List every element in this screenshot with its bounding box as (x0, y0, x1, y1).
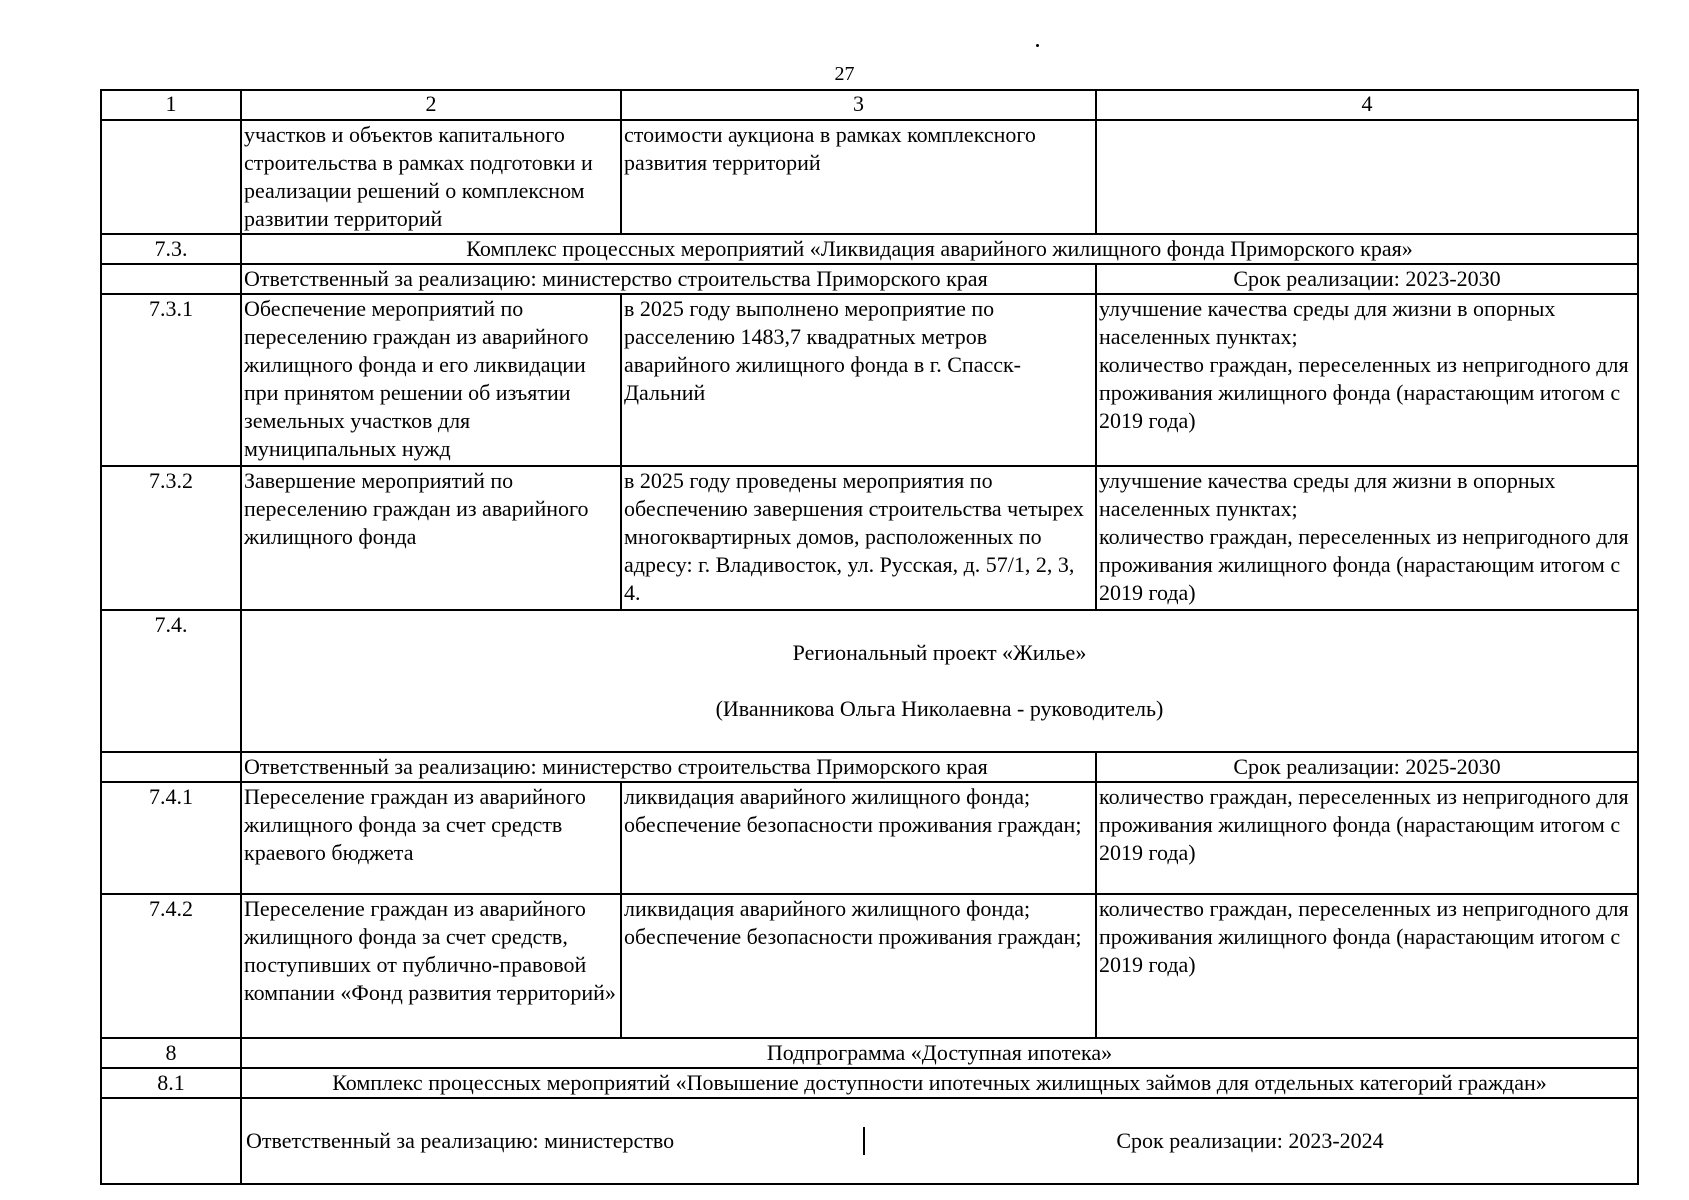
cell-measure: Переселение граждан из аварийного жилищного фонда за счет средств краевого бюджета (241, 782, 621, 894)
table-row (101, 294, 1638, 466)
responsible-text: Ответственный за реализацию: министерство (244, 1127, 865, 1155)
cell-num (101, 752, 241, 782)
section-title-cell (241, 610, 1638, 752)
section-row-8 (101, 1038, 1638, 1068)
section-row-7-3 (101, 234, 1638, 264)
cell-measure: Обеспечение мероприятий по переселению граждан из аварийного жилищного фонда и его ликвидации при принятом решении об изъятии земельных участков для муниципальных нужд (241, 294, 621, 466)
cell-num (101, 264, 241, 294)
program-table (100, 89, 1639, 1185)
cell-result: в 2025 году проведены мероприятия по обеспечению завершения строительства четырех многоквартирных домов, расположенных по адресу: г. Владивосток, ул. Русская, д. 57/1, 2, 3, 4. (621, 466, 1096, 610)
header-col-4: 4 (1096, 90, 1638, 120)
responsible-row-7-3 (101, 264, 1638, 294)
header-col-3: 3 (621, 90, 1096, 120)
responsible-row-8-1 (101, 1098, 1638, 1184)
cell-result: стоимости аукциона в рамках комплексного развития территорий (621, 120, 1096, 234)
section-row-7-4 (101, 610, 1638, 752)
table-row (101, 782, 1638, 894)
term-text: Срок реализации: 2025-2030 (1096, 752, 1638, 782)
header-col-1: 1 (101, 90, 241, 120)
header-row (101, 90, 1638, 120)
cell-indicator: улучшение качества среды для жизни в опорных населенных пунктах; количество граждан, переселенных из непригодного для проживания жилищного фонда (нарастающим итогом с 2019 года) (1096, 466, 1638, 610)
section-number: 7.4. (101, 610, 241, 752)
cell-measure: Завершение мероприятий по переселению граждан из аварийного жилищного фонда (241, 466, 621, 610)
responsible-row-7-4 (101, 752, 1638, 782)
responsible-term-cell (241, 1098, 1638, 1184)
cell-num (101, 120, 241, 234)
section-row-8-1 (101, 1068, 1638, 1098)
row-number: 7.4.2 (101, 894, 241, 1038)
row-number: 7.3.2 (101, 466, 241, 610)
cell-indicator: количество граждан, переселенных из непригодного для проживания жилищного фонда (нарастающим итогом с 2019 года) (1096, 894, 1638, 1038)
cell-indicator: количество граждан, переселенных из непригодного для проживания жилищного фонда (нарастающим итогом с 2019 года) (1096, 782, 1638, 894)
section-title: Подпрограмма «Доступная ипотека» (241, 1038, 1638, 1068)
table-row (101, 120, 1638, 234)
section-title: Комплекс процессных мероприятий «Ликвидация аварийного жилищного фонда Приморского края» (241, 234, 1638, 264)
term-text: Срок реализации: 2023-2030 (1096, 264, 1638, 294)
section-number: 7.3. (101, 234, 241, 264)
term-text: Срок реализации: 2023-2024 (1116, 1128, 1384, 1153)
row-number: 7.3.1 (101, 294, 241, 466)
cell-result: в 2025 году выполнено мероприятие по расселению 1483,7 квадратных метров аварийного жилищного фонда в г. Спасск-Дальний (621, 294, 1096, 466)
header-col-2: 2 (241, 90, 621, 120)
section-title: Региональный проект «Жилье» (792, 640, 1087, 665)
cell-indicator (1096, 120, 1638, 234)
table-row (101, 894, 1638, 1038)
section-number: 8.1 (101, 1068, 241, 1098)
row-number: 7.4.1 (101, 782, 241, 894)
stray-mark (1036, 44, 1039, 47)
cell-measure: Переселение граждан из аварийного жилищного фонда за счет средств, поступивших от публично-правовой компании «Фонд развития территорий» (241, 894, 621, 1038)
section-subtitle: (Иванникова Ольга Николаевна - руководитель) (715, 696, 1164, 721)
cell-num (101, 1098, 241, 1184)
section-title: Комплекс процессных мероприятий «Повышение доступности ипотечных жилищных займов для отдельных категорий граждан» (241, 1068, 1638, 1098)
section-number: 8 (101, 1038, 241, 1068)
cell-result: ликвидация аварийного жилищного фонда; обеспечение безопасности проживания граждан; (621, 894, 1096, 1038)
cell-result: ликвидация аварийного жилищного фонда; обеспечение безопасности проживания граждан; (621, 782, 1096, 894)
responsible-text: Ответственный за реализацию: министерство строительства Приморского края (241, 264, 1096, 294)
cell-measure: участков и объектов капитального строительства в рамках подготовки и реализации решений о комплексном развитии территорий (241, 120, 621, 234)
cell-indicator: улучшение качества среды для жизни в опорных населенных пунктах; количество граждан, переселенных из непригодного для проживания жилищного фонда (нарастающим итогом с 2019 года) (1096, 294, 1638, 466)
page-number: 27 (834, 63, 855, 85)
responsible-text: Ответственный за реализацию: министерство строительства Приморского края (241, 752, 1096, 782)
table-row (101, 466, 1638, 610)
